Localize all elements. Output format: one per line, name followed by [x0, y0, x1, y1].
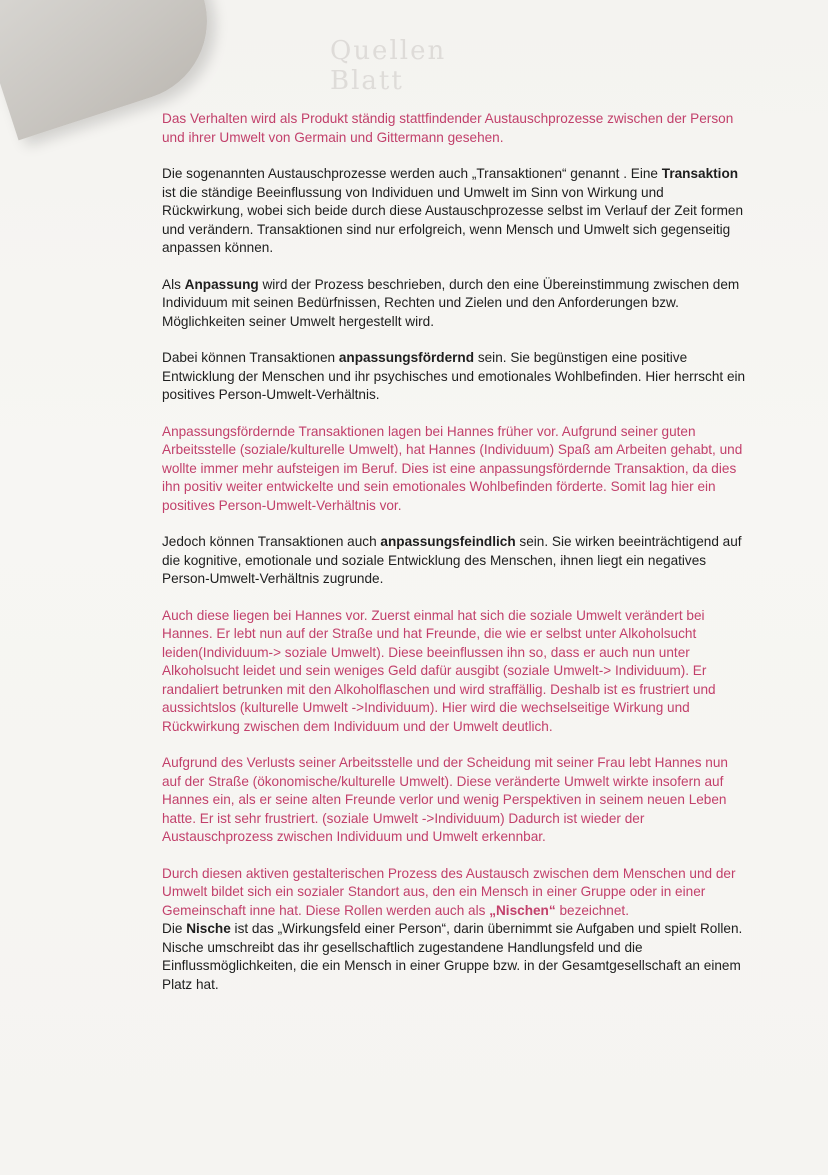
term-anpassung: Anpassung [184, 276, 259, 292]
term-anpassungsfoerdernd: anpassungsfördernd [338, 350, 475, 365]
term-nische: Nische [186, 921, 231, 936]
term-transaktion: Transaktion [661, 166, 739, 181]
paragraph-5: Anpassungsfördernde Transaktionen lagen bei Hannes früher vor. Aufgrund seiner guten Arbeitsstelle (soziale/kulturelle Umwelt), hat Hannes (Individuum) Spaß am Arbeiten gehabt, und wollte immer mehr aufsteigen im Beruf. Dies ist eine anpassungsfördernde Transaktion, da dies ihn positiv weiter entwickelte und sein emotionales Wohlbefinden förderte. Somit lag hier ein positives Person-Umwelt-Verhältnis vor. [162, 423, 743, 513]
paragraph-6: Jedoch können Transaktionen auch anpassungsfeindlich sein. Sie wirken beeinträchtigend auf die kognitive, emotionale und soziale Entwicklung des Menschen, ihnen liegt ein negatives Person-Umwelt-Verhältnis zugrunde. [162, 534, 742, 586]
paragraph-4: Dabei können Transaktionen anpassungsfördernd sein. Sie begünstigen eine positive Entwicklung der Menschen und ihr psychisches und emotionales Wohlbefinden. Hier herrscht ein positives Person-Umwelt-Verhältnis. [162, 350, 746, 402]
paragraph-7: Auch diese liegen bei Hannes vor. Zuerst einmal hat sich die soziale Umwelt verändert bei Hannes. Er lebt nun auf der Straße und hat Freunde, die wie er selbst unter Alkoholsucht leiden(Individuum-> soziale Umwelt). Diese beeinflussen ihn so, dass er auch nun unter Alkoholsucht leidet und sein weniges Geld dafür ausgibt (soziale Umwelt-> Individuum). Er randaliert betrunken mit den Alkoholflaschen und wird straffällig. Deshalb ist es frustriert und aussichtslos (kulturelle Umwelt ->Individuum). Hier wird die wechselseitige Wirkung und Rückwirkung zwischen dem Individuum und der Umwelt deutlich. [162, 607, 716, 734]
term-nischen: „Nischen“ [489, 902, 556, 918]
ghost-title: Quellen Blatt [330, 36, 447, 96]
term-anpassungsfeindlich: anpassungsfeindlich [380, 534, 516, 549]
paragraph-1: Das Verhalten wird als Produkt ständig stattfindender Austauschprozesse zwischen der Person und ihrer Umwelt von Germain und Gittermann gesehen. [162, 111, 734, 145]
paragraph-2: Die sogenannten Austauschprozesse werden auch „Transaktionen“ genannt . Eine Transaktion ist die ständige Beeinflussung von Individuen und Umwelt im Sinn von Wirkung und Rückwirkung, wobei sich beide durch diese Austauschprozesse selbst im Verlauf der Zeit formen und verändern. Transaktionen sind nur erfolgreich, wenn Mensch und Umwelt sich gegenseitig anpassen können. [162, 166, 744, 255]
paragraph-10: Die Nische ist das „Wirkungsfeld einer Person“, darin übernimmt sie Aufgaben und spielt Rollen. Nische umschreibt das ihr gesellschaftlich zugestandene Handlungsfeld und die Einflussmöglichkeiten, die ein Mensch in einer Gruppe bzw. in der Gesamtgesellschaft an einem Platz hat. [162, 921, 743, 992]
paragraph-3: Als Anpassung wird der Prozess beschrieben, durch den eine Übereinstimmung zwischen dem Individuum mit seinen Bedürfnissen, Rechten und Zielen und den Anforderungen bzw. Möglichkeiten seiner Umwelt hergestellt wird. [162, 276, 740, 329]
document-body [162, 110, 747, 1012]
paragraph-8: Aufgrund des Verlusts seiner Arbeitsstelle und der Scheidung mit seiner Frau lebt Hannes nun auf der Straße (ökonomische/kulturelle Umwelt). Diese veränderte Umwelt wirkte insofern auf Hannes ein, als er seine alten Freunde verlor und wenig Perspektiven in seinem neuen Leben hatte. Er ist sehr frustriert. (soziale Umwelt ->Individuum) Dadurch ist wieder der Austauschprozess zwischen Individuum und Umwelt erkennbar. [162, 755, 728, 844]
paragraph-9: Durch diesen aktiven gestalterischen Prozess des Austausch zwischen dem Menschen und der Umwelt bildet sich ein sozialer Standort aus, den ein Mensch in einer Gruppe oder in einer Gemeinschaft inne hat. Diese Rollen werden auch als „Nischen“ bezeichnet. [162, 865, 736, 918]
